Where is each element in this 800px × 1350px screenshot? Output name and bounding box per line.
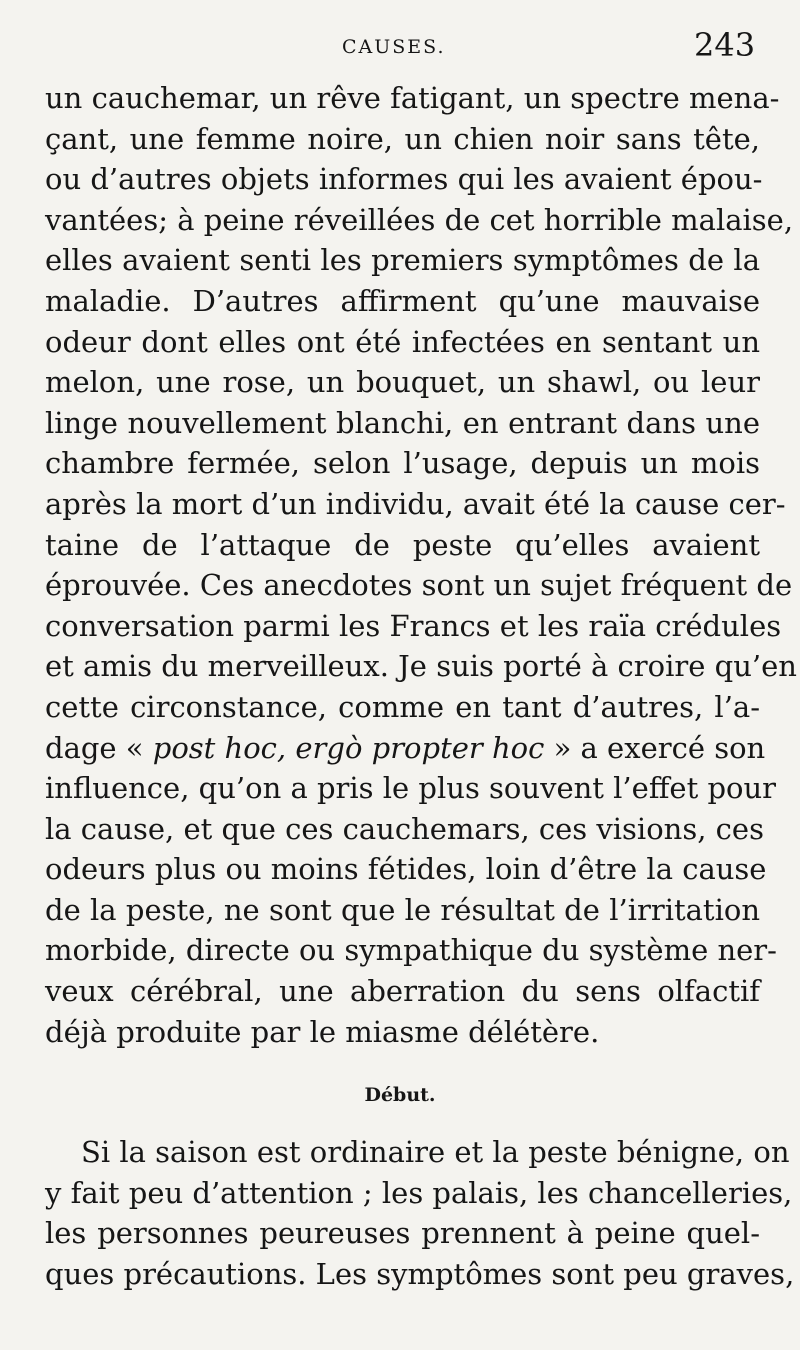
text-line: çant, une femme noire, un chien noir sans tête,	[45, 121, 760, 156]
page-number: 243	[694, 26, 756, 64]
text-line: melon, une rose, un bouquet, un shawl, ou leur	[45, 365, 760, 400]
text-line: y fait peu d’attention ; les palais, les chancelleries,	[45, 1175, 793, 1210]
text-line: les personnes peureuses prennent à peine quel-	[45, 1216, 760, 1251]
text-line: Si la saison est ordinaire et la peste bénigne, on	[81, 1135, 790, 1169]
page-header	[0, 26, 800, 68]
text-line: odeur dont elles ont été infectées en sentant un	[45, 324, 760, 359]
text-line: de la peste, ne sont que le résultat de l’irritation	[45, 892, 760, 927]
text-line: morbide, directe ou sympathique du système ner-	[45, 933, 777, 968]
text-line: éprouvée. Ces anecdotes sont un sujet fréquent de	[45, 568, 793, 603]
text-line-latin-quote	[45, 728, 766, 769]
paragraph-causes	[45, 78, 797, 1052]
running-head: CAUSES.	[342, 36, 446, 58]
paragraph-debut	[45, 1132, 795, 1294]
text-line: taine de l’attaque de peste qu’elles avaient	[45, 527, 760, 562]
quote-close: » a exercé son	[553, 730, 766, 765]
text-line: déjà produite par le miasme délétère.	[45, 1014, 600, 1049]
text-line: veux cérébral, une aberration du sens olfactif	[45, 974, 760, 1009]
text-line: et amis du merveilleux. Je suis porté à croire qu’en	[45, 649, 797, 684]
text-line: linge nouvellement blanchi, en entrant dans une	[45, 405, 760, 440]
text-line: un cauchemar, un rêve fatigant, un spectre mena-	[45, 81, 780, 115]
text-line: la cause, et que ces cauchemars, ces visions, ces	[45, 811, 764, 846]
text-line: conversation parmi les Francs et les raïa crédules	[45, 608, 782, 643]
quote-open: dage «	[45, 730, 144, 765]
text-line: vantées; à peine réveillées de cet horrible malaise,	[45, 202, 794, 237]
text-line: influence, qu’on a pris le plus souvent l’effet pour	[45, 771, 777, 806]
text-line: après la mort d’un individu, avait été la cause cer-	[45, 486, 786, 521]
text-line: chambre fermée, selon l’usage, depuis un mois	[45, 446, 760, 481]
text-line: ques précautions. Les symptômes sont peu graves,	[45, 1256, 795, 1291]
text-line: cette circonstance, comme en tant d’autres, l’a-	[45, 689, 760, 724]
text-line: odeurs plus ou moins fétides, loin d’être la cause	[45, 852, 767, 887]
text-line: maladie. D’autres affirment qu’une mauvaise	[45, 283, 760, 318]
text-line: elles avaient senti les premiers symptômes de la	[45, 243, 760, 278]
section-heading: Début.	[364, 1084, 436, 1106]
text-line: ou d’autres objets informes qui les avaient épou-	[45, 162, 763, 197]
latin-quote: post hoc, ergò propter hoc	[152, 730, 545, 765]
